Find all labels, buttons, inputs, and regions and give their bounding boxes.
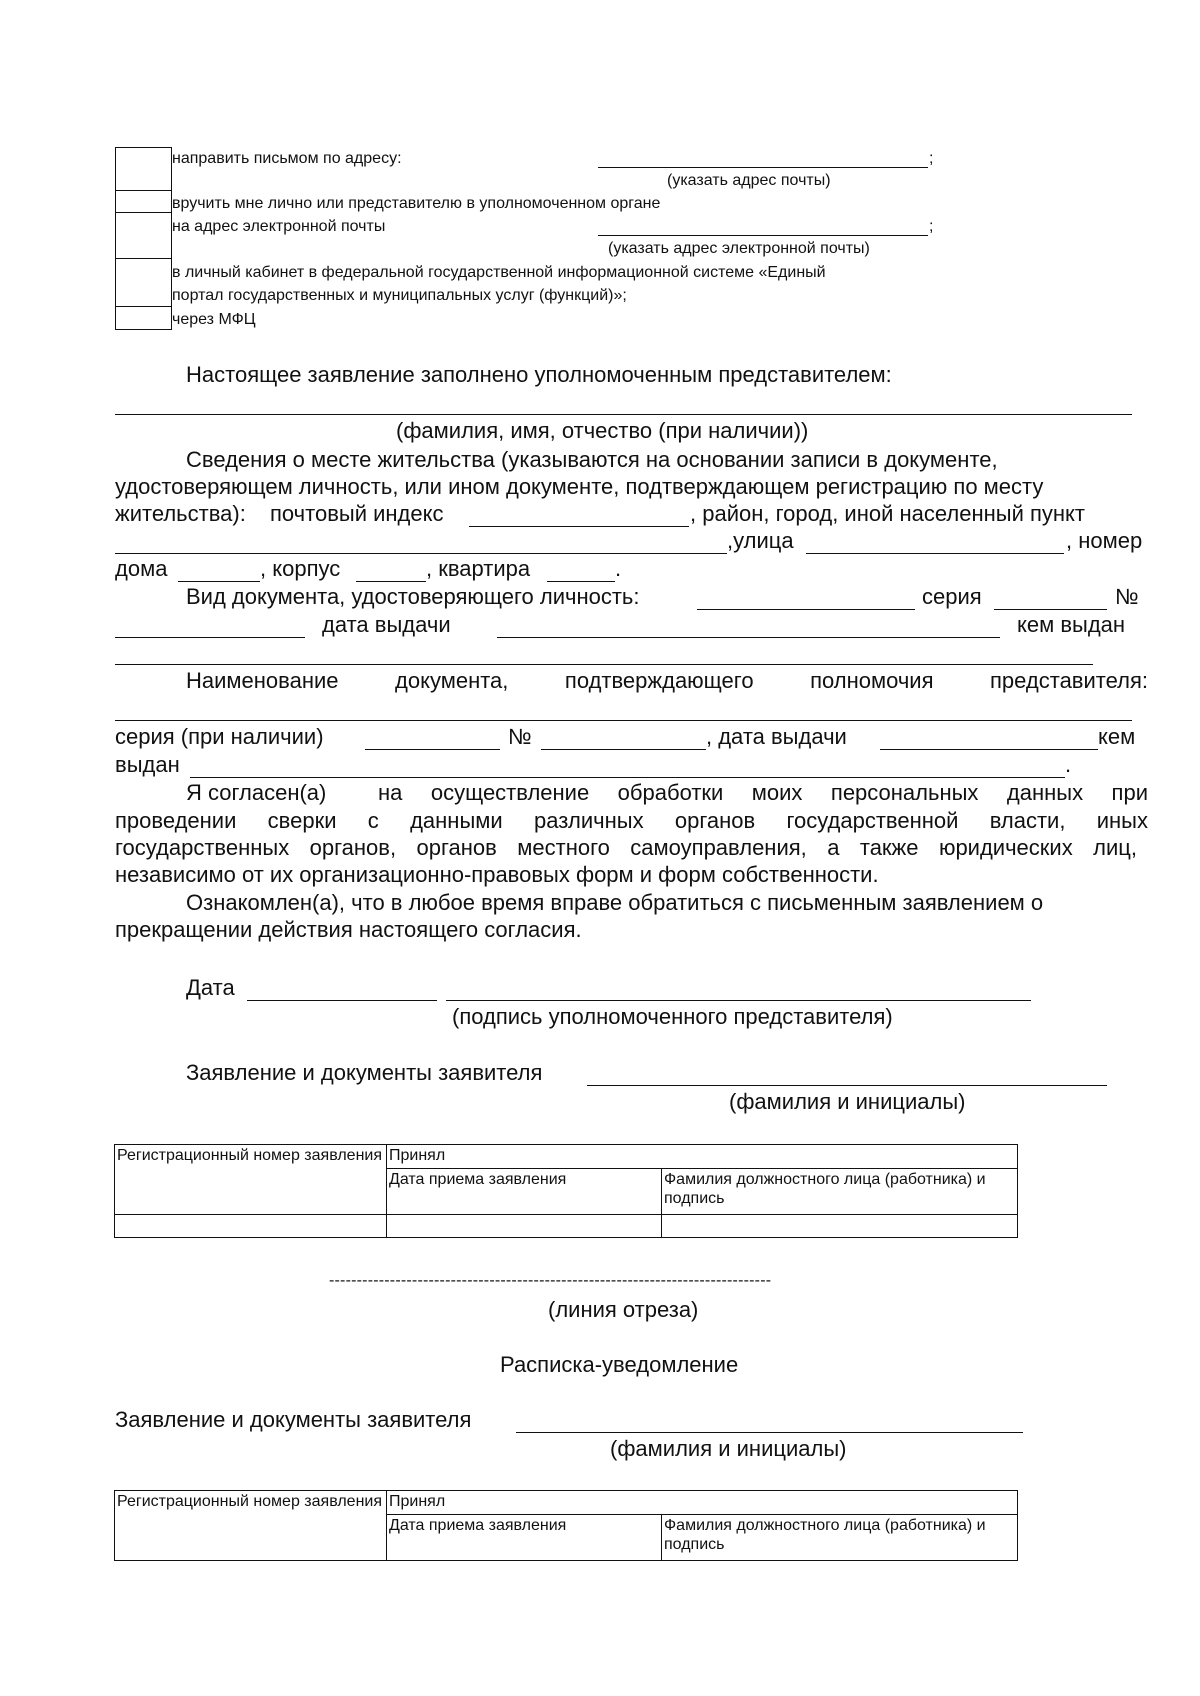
- option-personal-label: вручить мне лично или представителю в уполномоченном органе: [172, 195, 661, 212]
- mail-end: ;: [929, 150, 934, 167]
- num-sign: №: [1115, 584, 1139, 609]
- applicant-docs-label: Заявление и документы заявителя: [186, 1060, 543, 1085]
- id-number-field[interactable]: [115, 637, 305, 638]
- street-field[interactable]: [806, 553, 1064, 554]
- reg-number-header: Регистрационный номер заявления: [115, 1145, 387, 1215]
- residence-label: жительства):: [115, 501, 246, 526]
- issued-by-2b: выдан: [115, 752, 180, 777]
- applicant-docs-field[interactable]: [587, 1085, 1107, 1086]
- cut-line-label: (линия отреза): [548, 1297, 699, 1322]
- district-label: , район, город, иной населенный пункт: [690, 501, 1085, 526]
- checkbox-email[interactable]: [115, 212, 172, 260]
- locality-field[interactable]: [115, 553, 727, 554]
- id-doc-field[interactable]: [697, 609, 915, 610]
- consent-line3: государственных органов, органов местного самоуправления, а также юридических лиц,: [115, 835, 1137, 860]
- issue-date-label: дата выдачи: [322, 612, 451, 637]
- receipt-title: Расписка-уведомление: [500, 1352, 739, 1377]
- apartment-end: .: [615, 556, 622, 581]
- consent-line1: [186, 780, 1148, 806]
- consent-line4: независимо от их организационно-правовых форм и форм собственности.: [115, 862, 879, 887]
- consent-line2: проведении сверки с данными различных органов государственной власти, иных: [115, 808, 1148, 833]
- issue-date-2-field[interactable]: [880, 749, 1098, 750]
- acquainted-line2: прекращении действия настоящего согласия.: [115, 917, 582, 942]
- email-hint: (указать адрес электронной почты): [608, 240, 870, 257]
- consent-line1-a: Я согласен(а): [186, 780, 327, 805]
- accept-date-header-2: Дата приема заявления: [387, 1515, 662, 1561]
- authority-word-2: документа,: [395, 668, 509, 693]
- representative-heading: Настоящее заявление заполнено уполномоченным представителем:: [186, 362, 892, 387]
- apartment-field[interactable]: [547, 581, 615, 582]
- mail-address-line[interactable]: [598, 167, 928, 168]
- official-cell[interactable]: [662, 1215, 1018, 1238]
- representative-fio-hint: (фамилия, имя, отчество (при наличии)): [396, 418, 809, 443]
- checkbox-portal[interactable]: [115, 258, 172, 308]
- series-opt-label: серия (при наличии): [115, 724, 324, 749]
- issued-end: .: [1065, 752, 1072, 777]
- option-portal-line1: в личный кабинет в федеральной государственной информационной системе «Единый: [172, 264, 826, 281]
- option-mail-label: направить письмом по адресу:: [172, 150, 402, 167]
- residence-line1: Сведения о месте жительства (указываются на основании записи в документе,: [186, 447, 998, 472]
- issue-date-field[interactable]: [497, 637, 1000, 638]
- signature-hint: (подпись уполномоченного представителя): [452, 1004, 893, 1029]
- authority-word-4: полномочия: [810, 668, 934, 693]
- checkbox-personal[interactable]: [115, 190, 172, 214]
- series-label: серия: [922, 584, 982, 609]
- authority-doc-field[interactable]: [115, 720, 1132, 721]
- receipt-docs-label: Заявление и документы заявителя: [115, 1407, 472, 1432]
- accepted-header: Принял: [387, 1145, 1018, 1169]
- representative-fio-line[interactable]: [115, 414, 1132, 415]
- authority-word-3: подтверждающего: [564, 668, 754, 693]
- series-field[interactable]: [994, 609, 1107, 610]
- receipt-docs-hint: (фамилия и инициалы): [610, 1436, 847, 1461]
- postal-index-label: почтовый индекс: [270, 501, 444, 526]
- date-label: Дата: [186, 975, 235, 1000]
- official-header-2: Фамилия должностного лица (работника) и подпись: [662, 1515, 1018, 1561]
- registration-table-1: [114, 1144, 1018, 1238]
- issued-by-label: кем выдан: [1017, 612, 1126, 637]
- date-field[interactable]: [247, 1000, 437, 1001]
- option-email-label: на адрес электронной почты: [172, 218, 386, 235]
- accept-date-cell[interactable]: [387, 1215, 662, 1238]
- receipt-docs-field[interactable]: [516, 1432, 1023, 1433]
- reg-number-header-2: Регистрационный номер заявления: [115, 1491, 387, 1561]
- email-end: ;: [929, 218, 934, 235]
- authority-word-5: представителя:: [990, 668, 1148, 693]
- signature-field[interactable]: [446, 1000, 1031, 1001]
- checkbox-mail[interactable]: [115, 147, 172, 192]
- option-portal-line2: портал государственных и муниципальных услуг (функций)»;: [172, 287, 627, 304]
- consent-line1-b: на осуществление обработки моих персональных данных при: [378, 780, 1148, 805]
- acquainted-line1: Ознакомлен(а), что в любое время вправе обратиться с письменным заявлением о: [186, 890, 1044, 915]
- building-field[interactable]: [356, 581, 426, 582]
- house-label: дома: [115, 556, 168, 581]
- official-header: Фамилия должностного лица (работника) и подпись: [662, 1169, 1018, 1215]
- apartment-label: , квартира: [426, 556, 531, 581]
- issued-by-2a: кем: [1098, 724, 1136, 749]
- accept-date-header: Дата приема заявления: [387, 1169, 662, 1215]
- building-label: , корпус: [260, 556, 341, 581]
- applicant-docs-hint: (фамилия и инициалы): [729, 1089, 966, 1114]
- authority-word-1: Наименование: [186, 668, 339, 693]
- issue-date-2-label: , дата выдачи: [706, 724, 847, 749]
- option-mfc-label: через МФЦ: [172, 311, 256, 328]
- issued-by-field[interactable]: [115, 664, 1093, 665]
- reg-number-cell[interactable]: [115, 1215, 387, 1238]
- email-address-line[interactable]: [598, 235, 928, 236]
- authority-number-field[interactable]: [541, 749, 706, 750]
- num-sign-2: №: [508, 724, 532, 749]
- residence-line2: удостоверяющем личность, или ином документе, подтверждающем регистрацию по месту: [115, 474, 1044, 499]
- registration-table-2: [114, 1490, 1018, 1561]
- cut-line-dashes: --------------------------------------------------------------------------------: [329, 1272, 772, 1289]
- number-label: , номер: [1066, 528, 1143, 553]
- accepted-header-2: Принял: [387, 1491, 1018, 1515]
- house-field[interactable]: [178, 581, 260, 582]
- mail-hint: (указать адрес почты): [667, 172, 831, 189]
- issued-by-2-field[interactable]: [190, 777, 1065, 778]
- postal-index-field[interactable]: [469, 526, 689, 527]
- street-label: ,улица: [727, 528, 794, 553]
- id-doc-label: Вид документа, удостоверяющего личность:: [186, 584, 640, 609]
- checkbox-mfc[interactable]: [115, 306, 172, 330]
- series-opt-field[interactable]: [365, 749, 500, 750]
- authority-doc-row: [186, 668, 1148, 694]
